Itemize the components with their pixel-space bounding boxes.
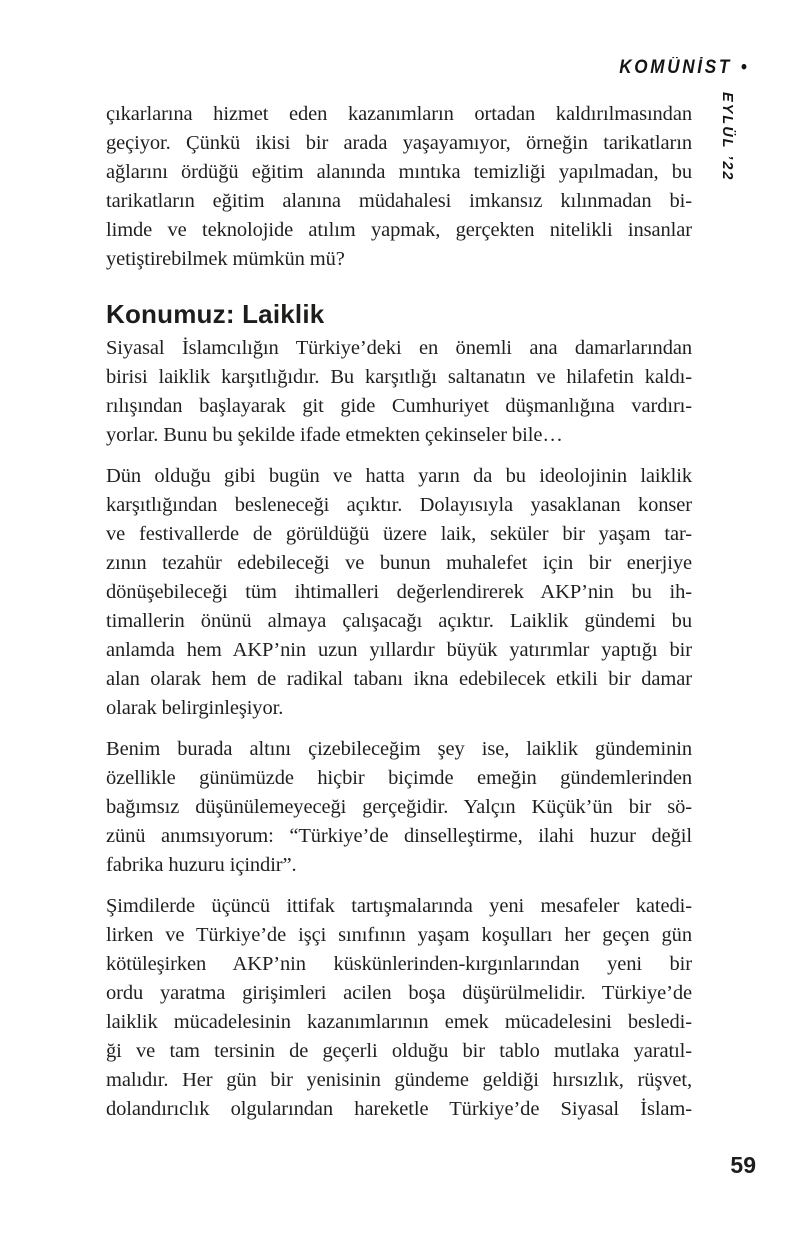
magazine-title xyxy=(619,57,747,79)
text-line: zının tezahür edebileceği ve bunun muhalefet için bir enerjiye xyxy=(106,552,692,574)
text-line: lirken ve Türkiye’de işçi sınıfının yaşam koşulları her geçen gün xyxy=(106,924,692,946)
article-body xyxy=(106,100,692,1124)
text-line: laiklik mücadelesinin kazanımlarının emek mücadelesini besledi- xyxy=(106,1011,692,1033)
body-paragraph-intro xyxy=(106,100,692,274)
text-line: rılışından başlayarak git gide Cumhuriyet düşmanlığına vardırı- xyxy=(106,395,692,417)
text-line: karşıtlığından besleneceği açıktır. Dolayısıyla yasaklanan konser xyxy=(106,494,692,516)
section-heading: Konumuz: Laiklik xyxy=(106,299,325,329)
magazine-title-text: KOMÜNİST xyxy=(619,57,733,78)
text-line: özellikle günümüzde hiçbir biçimde emeğin gündemlerinden xyxy=(106,767,692,789)
text-line: kötüleşirken AKP’nin küskünlerinden-kırgınlarından yeni bir xyxy=(106,953,692,975)
body-paragraph xyxy=(106,462,692,723)
text-line: Şimdilerde üçüncü ittifak tartışmalarında yeni mesafeler katedi- xyxy=(106,895,692,917)
text-line: limde ve teknolojide atılım yapmak, gerçekten nitelikli insanlar xyxy=(106,219,692,241)
text-line: dolandırıclık olgularından hareketle Türkiye’de Siyasal İslam- xyxy=(106,1098,692,1120)
text-line: yetiştirebilmek mümkün mü? xyxy=(106,248,345,270)
body-paragraph xyxy=(106,892,692,1124)
text-line: tarikatların eğitim alanına müdahalesi imkansız kılınmadan bi- xyxy=(106,190,692,212)
page-number: 59 xyxy=(730,1152,756,1178)
text-line: anlamda hem AKP’nin uzun yıllardır büyük yatırımlar yaptığı bir xyxy=(106,639,692,661)
text-line: zünü anımsıyorum: “Türkiye’de dinselleştirme, ilahi huzur değil xyxy=(106,825,692,847)
text-line: ve festivallerde de görüldüğü üzere laik, seküler bir yaşam tar- xyxy=(106,523,692,545)
text-line: yorlar. Bunu bu şekilde ifade etmekten çekinseler bile… xyxy=(106,424,563,446)
bullet-separator: • xyxy=(741,57,747,78)
text-line: Benim burada altını çizebileceğim şey ise, laiklik gündeminin xyxy=(106,738,692,760)
text-line: Siyasal İslamcılığın Türkiye’deki en önemli ana damarlarından xyxy=(106,337,692,359)
text-line: bağımsız düşünülemeyeceği gerçeğidir. Yalçın Küçük’ün bir sö- xyxy=(106,796,692,818)
body-paragraph xyxy=(106,334,692,450)
text-line: Dün olduğu gibi bugün ve hatta yarın da bu ideolojinin laiklik xyxy=(106,465,692,487)
text-line: geçiyor. Çünkü ikisi bir arada yaşayamıyor, örneğin tarikatların xyxy=(106,132,692,154)
text-line: fabrika huzuru içindir”. xyxy=(106,854,297,876)
text-line: timallerin önünü almaya çalışacağı açıktır. Laiklik gündemi bu xyxy=(106,610,692,632)
text-line: ağlarını ördüğü eğitim alanında mıntıka temizliği yapılmadan, bu xyxy=(106,161,692,183)
text-line: olarak belirginleşiyor. xyxy=(106,697,284,719)
text-line: ği ve tam tersinin de geçerli olduğu bir tablo mutlaka yaratıl- xyxy=(106,1040,692,1062)
body-paragraph xyxy=(106,735,692,880)
issue-date-vertical: EYLÜL ’22 xyxy=(719,92,735,182)
text-line: ordu yaratma girişimleri acilen boşa düşürülmelidir. Türkiye’de xyxy=(106,982,692,1004)
text-line: malıdır. Her gün bir yenisinin gündeme geldiği hırsızlık, rüşvet, xyxy=(106,1069,692,1091)
text-line: alan olarak hem de radikal tabanı ikna edebilecek etkili bir damar xyxy=(106,668,692,690)
text-line: birisi laiklik karşıtlığıdır. Bu karşıtlığı saltanatın ve hilafetin kaldı- xyxy=(106,366,692,388)
text-line: çıkarlarına hizmet eden kazanımların ortadan kaldırılmasından xyxy=(106,103,692,125)
text-line: dönüşebileceği tüm ihtimalleri değerlendirerek AKP’nin bu ih- xyxy=(106,581,692,603)
